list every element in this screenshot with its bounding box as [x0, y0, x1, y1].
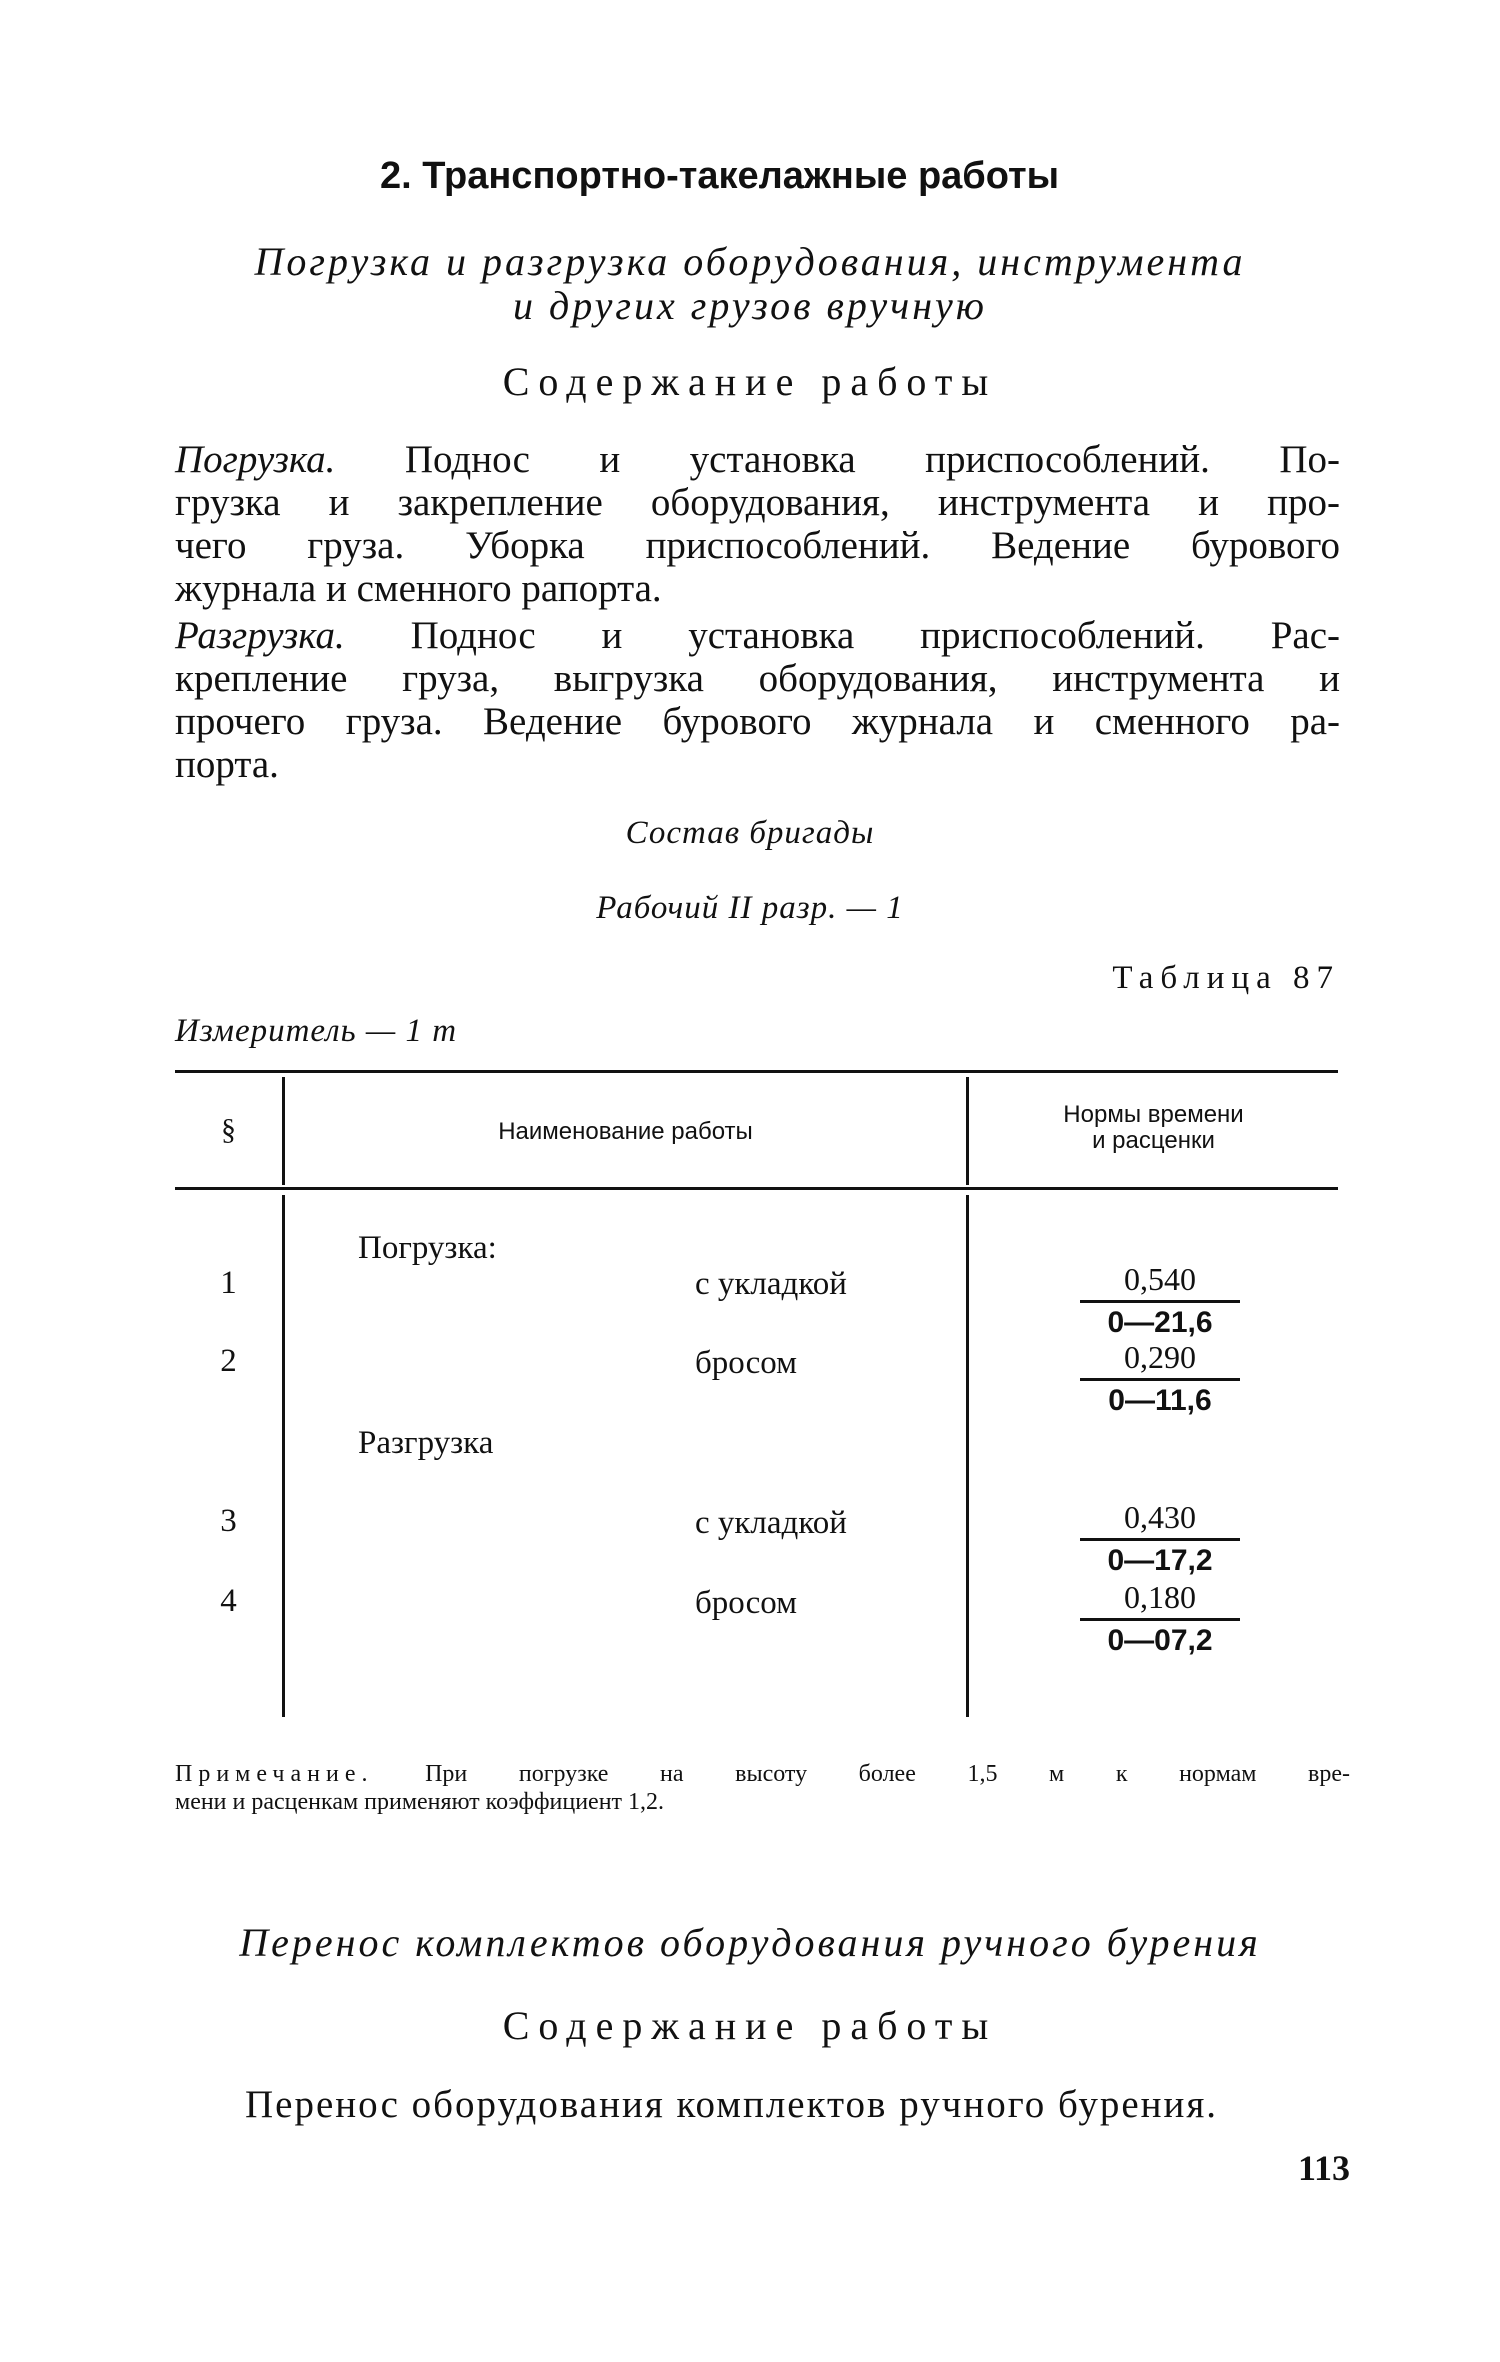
header-norms [969, 1102, 1338, 1154]
loading-line-3: чего груза. Уборка приспособлений. Ведение бурового [175, 524, 1340, 567]
subsection2-text: Перенос оборудования комплектов ручного бурения. [245, 2083, 1219, 2126]
section-title: 2. Транспортно-такелажные работы [380, 155, 1060, 197]
loading-line-4: журнала и сменного рапорта. [175, 567, 662, 610]
header-paragraph: § [221, 1113, 236, 1146]
table-label: Таблица 87 [1112, 960, 1340, 996]
page-number: 113 [1297, 2148, 1350, 2188]
unloading-line-3: прочего груза. Ведение бурового журнала и сменного ра- [175, 700, 1340, 743]
row-2-price: 0—11,6 [1108, 1384, 1212, 1417]
row-1-time: 0,540 [1124, 1261, 1196, 1297]
row-2-time: 0,290 [1124, 1339, 1196, 1375]
row-3-norm [1080, 1498, 1240, 1579]
row-3-work: с укладкой [695, 1505, 847, 1541]
unloading-line-4: порта. [175, 743, 279, 786]
row-4-time: 0,180 [1124, 1579, 1196, 1615]
table-vrule-2-body [966, 1195, 969, 1717]
note-line-1: Примечание. При погрузке на высоту более 1,5 м к нормам вре- [175, 1761, 1350, 1787]
row-1-fraction-bar [1080, 1300, 1240, 1303]
group-loading: Погрузка: [358, 1230, 497, 1266]
row-3-fraction-bar [1080, 1538, 1240, 1541]
row-1-price: 0—21,6 [1107, 1306, 1213, 1339]
row-2-fraction-bar [1080, 1378, 1240, 1381]
subsection2-title: Перенос комплектов оборудования ручного бурения [239, 1920, 1261, 1965]
unloading-label: Разгрузка. [175, 614, 345, 657]
row-1-norm [1080, 1260, 1240, 1341]
row-2-work: бросом [695, 1345, 798, 1381]
subsection-title-line1: Погрузка и разгрузка оборудования, инструмента [254, 239, 1246, 284]
unloading-paragraph [175, 614, 1340, 786]
row-2-num: 2 [220, 1343, 237, 1379]
unloading-line-2: крепление груза, выгрузка оборудования, инструмента и [175, 657, 1340, 700]
loading-paragraph [175, 438, 1340, 610]
subsection-title-line2: и других грузов вручную [512, 283, 988, 328]
row-4-fraction-bar [1080, 1618, 1240, 1621]
row-4-price: 0—07,2 [1107, 1624, 1213, 1657]
row-4-norm [1080, 1578, 1240, 1659]
content-heading: Содержание работы [502, 359, 998, 404]
row-3-time: 0,430 [1124, 1499, 1196, 1535]
table-note [175, 1760, 1350, 1816]
loading-label: Погрузка. [175, 438, 336, 481]
header-work-name: Наименование работы [498, 1118, 753, 1145]
loading-line-2: грузка и закрепление оборудования, инструмента и про- [175, 481, 1340, 524]
row-3-price: 0—17,2 [1107, 1544, 1213, 1577]
crew-heading: Состав бригады [625, 815, 875, 851]
row-4-work: бросом [695, 1585, 798, 1621]
unloading-line-1: Разгрузка. Поднос и установка приспособлений. Рас- [175, 614, 1340, 657]
group-unloading: Разгрузка [358, 1425, 494, 1461]
note-line-2: мени и расценкам применяют коэффициент 1,2. [175, 1789, 665, 1815]
row-2-norm [1080, 1338, 1240, 1419]
subsection2-content-heading: Содержание работы [502, 2003, 998, 2048]
measure-label: Измеритель — 1 т [175, 1013, 458, 1049]
loading-line-1: Погрузка. Поднос и установка приспособлений. По- [175, 438, 1340, 481]
table-header-rule [175, 1187, 1338, 1190]
crew-line: Рабочий II разр. — 1 [596, 890, 904, 926]
table-vrule-1-body [282, 1195, 285, 1717]
header-norms-line2: и расценки [1092, 1127, 1215, 1154]
row-1-work: с укладкой [695, 1266, 847, 1302]
header-norms-line1: Нормы времени [1063, 1101, 1244, 1128]
table-top-rule [175, 1070, 1338, 1073]
note-label: Примечание. [175, 1761, 374, 1787]
row-3-num: 3 [220, 1503, 237, 1539]
row-1-num: 1 [220, 1265, 237, 1301]
row-4-num: 4 [220, 1583, 237, 1619]
